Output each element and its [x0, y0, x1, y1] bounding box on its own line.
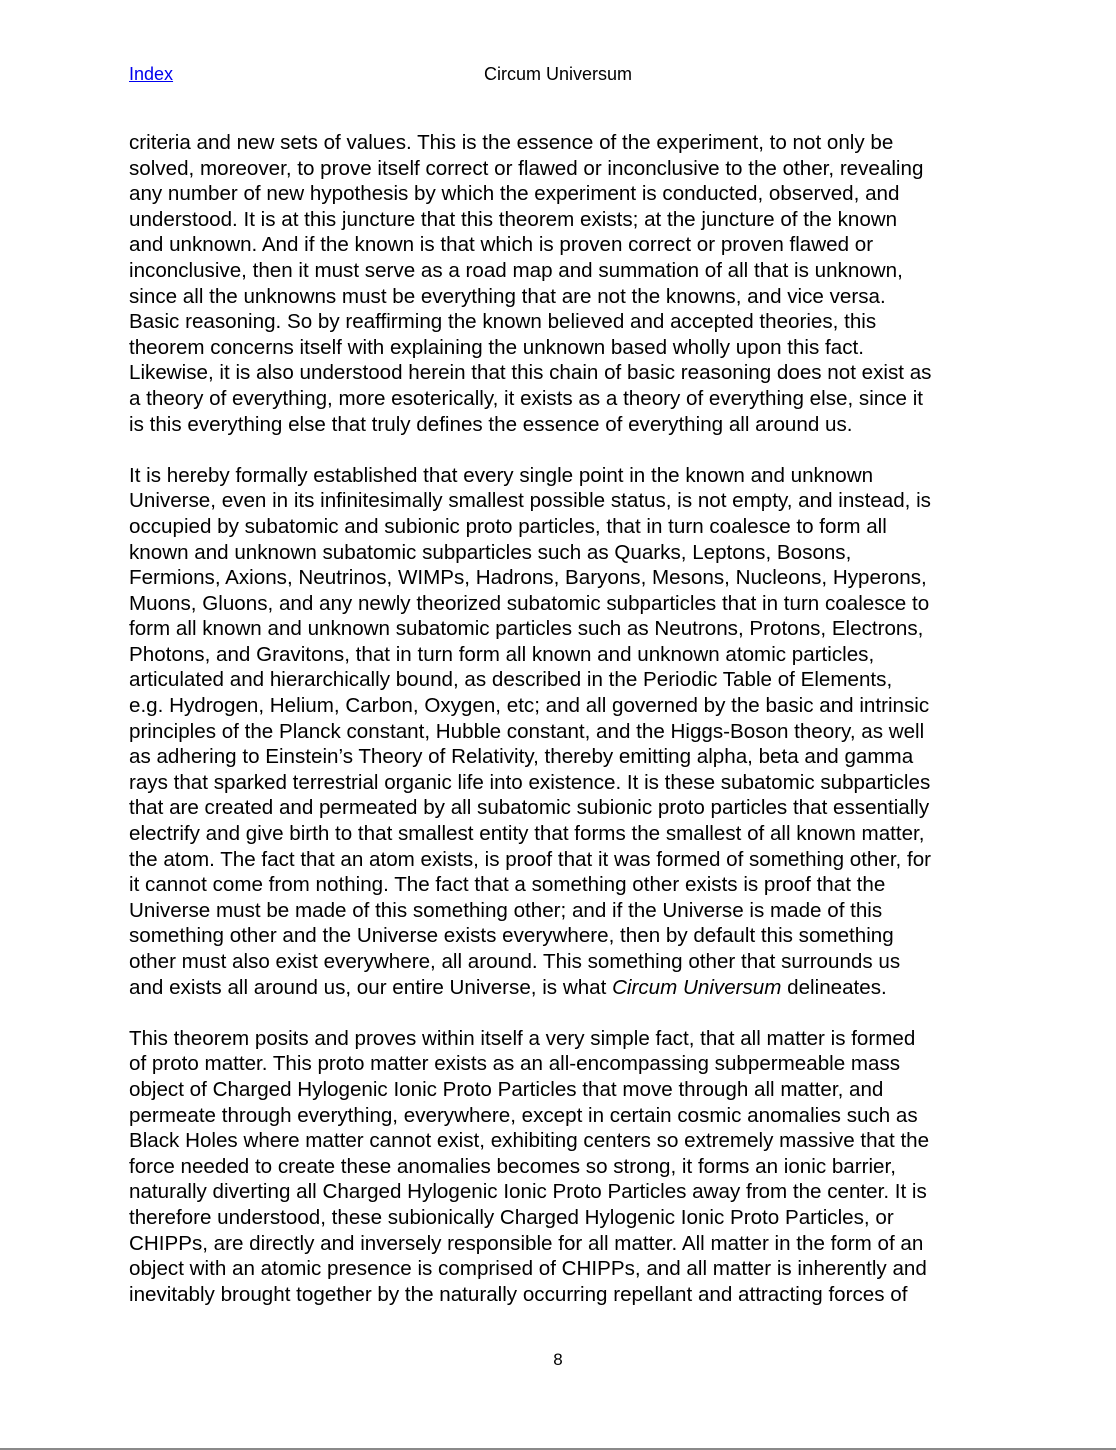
text-line: since all the unknowns must be everything that are not the knowns, and vice versa.: [129, 284, 886, 308]
text-line: something other and the Universe exists everywhere, then by default this something: [129, 924, 894, 948]
text-line: It is hereby formally established that every single point in the known and unknown: [129, 463, 874, 487]
text-line: electrify and give birth to that smallest entity that forms the smallest of all known matter,: [129, 822, 925, 846]
text-line: criteria and new sets of values. This is the essence of the experiment, to not only be: [129, 131, 894, 154]
text-line: as adhering to Einstein’s Theory of Relativity, thereby emitting alpha, beta and gamma: [129, 745, 914, 769]
italic-title: Circum Universum: [612, 975, 782, 999]
text-line: rays that sparked terrestrial organic life into existence. It is these subatomic subparticles: [129, 770, 931, 794]
paragraph-1: [129, 130, 1009, 437]
text-line: Basic reasoning. So by reaffirming the known believed and accepted theories, this: [129, 310, 877, 334]
running-title: Circum Universum: [483, 64, 633, 84]
text-line: naturally diverting all Charged Hylogenic Ionic Proto Particles away from the center. It is: [129, 1180, 927, 1204]
text-line: inevitably brought together by the naturally occurring repellant and attracting forces of: [129, 1282, 908, 1306]
text-line: Universe must be made of this something other; and if the Universe is made of this: [129, 898, 883, 922]
text-line: CHIPPs, are directly and inversely responsible for all matter. All matter in the form of an: [129, 1231, 924, 1255]
text-line: of proto matter. This proto matter exists as an all-encompassing subpermeable mass: [129, 1052, 901, 1076]
document-body: [129, 130, 1009, 1333]
text-line: principles of the Planck constant, Hubble constant, and the Higgs-Boson theory, as well: [129, 719, 925, 743]
text-line: Likewise, it is also understood herein that this chain of basic reasoning does not exist as: [129, 361, 932, 385]
text-line: Muons, Gluons, and any newly theorized subatomic subparticles that in turn coalesce to: [129, 591, 930, 615]
text-line: known and unknown subatomic subparticles such as Quarks, Leptons, Bosons,: [129, 540, 852, 564]
page-header: [0, 64, 1116, 86]
text-segment: delineates.: [781, 975, 887, 999]
text-segment: and exists all around us, our entire Universe, is what: [129, 975, 613, 999]
text-line: a theory of everything, more esoterically, it exists as a theory of everything else, since it: [129, 386, 923, 410]
text-line: object with an atomic presence is comprised of CHIPPs, and all matter is inherently and: [129, 1257, 927, 1281]
page-number: 8: [553, 1350, 563, 1369]
text-line: solved, moreover, to prove itself correct or flawed or inconclusive to the other, revealing: [129, 156, 924, 180]
text-line: [129, 975, 1009, 1001]
text-line: Fermions, Axions, Neutrinos, WIMPs, Hadrons, Baryons, Mesons, Nucleons, Hyperons,: [129, 566, 927, 590]
paragraph-3: [129, 1026, 1009, 1308]
text-line: the atom. The fact that an atom exists, is proof that it was formed of something other, for: [129, 847, 932, 871]
text-line: articulated and hierarchically bound, as described in the Periodic Table of Elements,: [129, 668, 893, 692]
text-line: inconclusive, then it must serve as a road map and summation of all that is unknown,: [129, 258, 903, 282]
text-line: Universe, even in its infinitesimally smallest possible status, is not empty, and instead, is: [129, 489, 931, 513]
text-line: occupied by subatomic and subionic proto particles, that in turn coalesce to form all: [129, 514, 887, 538]
text-line: any number of new hypothesis by which the experiment is conducted, observed, and: [129, 182, 900, 206]
text-line: theorem concerns itself with explaining the unknown based wholly upon this fact.: [129, 335, 864, 359]
text-line: that are created and permeated by all subatomic subionic proto particles that essentially: [129, 796, 930, 820]
text-line: force needed to create these anomalies becomes so strong, it forms an ionic barrier,: [129, 1154, 896, 1178]
text-line: Black Holes where matter cannot exist, exhibiting centers so extremely massive that the: [129, 1129, 930, 1153]
text-line: understood. It is at this juncture that this theorem exists; at the juncture of the known: [129, 207, 898, 231]
text-line: form all known and unknown subatomic particles such as Neutrons, Protons, Electrons,: [129, 617, 924, 641]
paragraph-2: [129, 463, 1009, 1000]
text-line: permeate through everything, everywhere, except in certain cosmic anomalies such as: [129, 1103, 918, 1127]
index-link[interactable]: Index: [129, 64, 174, 84]
text-line: it cannot come from nothing. The fact that a something other exists is proof that the: [129, 873, 886, 897]
text-line: therefore understood, these subionically Charged Hylogenic Ionic Proto Particles, or: [129, 1205, 894, 1229]
text-line: object of Charged Hylogenic Ionic Proto Particles that move through all matter, and: [129, 1077, 884, 1101]
text-line: and unknown. And if the known is that which is proven correct or proven flawed or: [129, 233, 874, 257]
text-line: other must also exist everywhere, all around. This something other that surrounds us: [129, 950, 901, 973]
text-line: is this everything else that truly defines the essence of everything all around us.: [129, 412, 853, 436]
text-line: e.g. Hydrogen, Helium, Carbon, Oxygen, etc; and all governed by the basic and intrinsic: [129, 694, 930, 718]
text-line: This theorem posits and proves within itself a very simple fact, that all matter is formed: [129, 1026, 916, 1050]
text-line: Photons, and Gravitons, that in turn form all known and unknown atomic particles,: [129, 642, 875, 666]
